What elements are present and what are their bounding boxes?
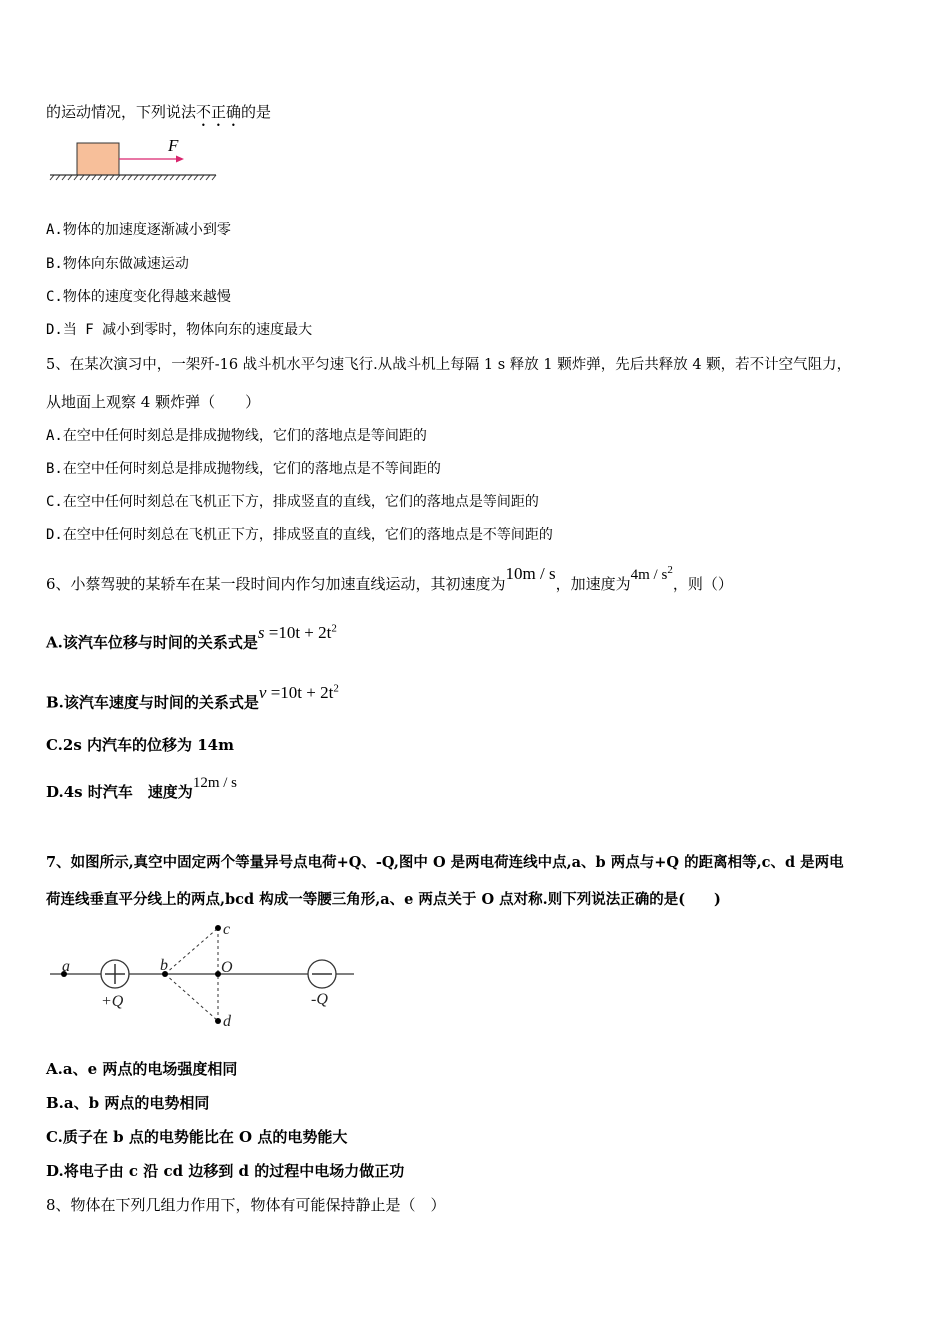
q7-option-b: B.a、b 两点的电势相同	[46, 1094, 210, 1112]
q5-option-d: D.在空中任何时刻总在飞机正下方，排成竖直的直线，它们的落地点是不等间距的	[46, 527, 553, 543]
q5-option-a: A.在空中任何时刻总是排成抛物线，它们的落地点是等间距的	[46, 428, 427, 444]
q6-acceleration: $4m / s^2$	[630, 564, 673, 583]
q4-figure	[46, 132, 226, 186]
point-c	[215, 925, 221, 931]
q4-stem-tail: 的运动情况，下列说法不正确的是	[46, 103, 272, 121]
label-a: a	[62, 958, 70, 975]
label-c: c	[223, 921, 231, 938]
q7-stem-line1: 7、如图所示,真空中固定两个等量异号点电荷+Q、-Q,图中 O 是两电荷连线中点,a、b 两点与+Q 的距离相等,c、d 是两电	[46, 854, 844, 871]
q8-stem: 8、物体在下列几组力作用下，物体有可能保持静止是（ ）	[46, 1196, 446, 1214]
q7-option-d: D.将电子由 c 沿 cd 边移到 d 的过程中电场力做正功	[46, 1162, 405, 1180]
q6-stem: 6、小蔡驾驶的某轿车在某一段时间内作匀加速直线运动，其初速度为10m / s，加速度为$4m / s^2$，则（）	[46, 564, 733, 593]
force-label: F	[168, 136, 179, 155]
q6-formula-b: $v =10t + 2t^2$	[258, 682, 339, 702]
block	[77, 143, 119, 175]
q6-option-a: A.该汽车位移与时间的关系式是$s =10t + 2t^2$	[46, 622, 337, 652]
force-arrow-head	[176, 156, 184, 163]
q5-stem-line2: 从地面上观察 4 颗炸弹（ ）	[46, 393, 261, 411]
label-o: O	[221, 959, 233, 976]
ground-hatch	[50, 175, 216, 180]
q4-option-a: A.物体的加速度逐渐减小到零	[46, 222, 231, 238]
q7-figure	[46, 918, 366, 1034]
negative-charge-icon	[308, 960, 336, 988]
q6-velocity-value: 12m / s	[192, 775, 237, 791]
bc-dashed	[165, 928, 218, 974]
bd-dashed	[165, 974, 218, 1021]
label-d: d	[223, 1013, 231, 1030]
q7-option-c: C.质子在 b 点的电势能比在 O 点的电势能大	[46, 1128, 348, 1146]
positive-charge-icon	[101, 960, 129, 988]
q7-option-a: A.a、e 两点的电场强度相同	[46, 1060, 238, 1078]
point-d	[215, 1018, 221, 1024]
q6-option-d: D.4s 时汽车 速度为12m / s	[46, 775, 237, 801]
q7-stem-line2: 荷连线垂直平分线上的两点,bcd 构成一等腰三角形,a、e 两点关于 O 点对称.则下列说法正确的是( )	[46, 891, 721, 908]
q5-option-c: C.在空中任何时刻总在飞机正下方，排成竖直的直线，它们的落地点是等间距的	[46, 494, 539, 510]
q4-option-b: B.物体向东做减速运动	[46, 256, 189, 272]
q6-formula-a: $s =10t + 2t^2$	[257, 622, 337, 642]
label-neg-q: -Q	[311, 991, 328, 1008]
emphasis-not-correct: 不正确	[196, 103, 242, 121]
q4-option-d: D.当 F 减小到零时，物体向东的速度最大	[46, 322, 313, 338]
q5-stem-line1: 5、在某次演习中，一架歼-16 战斗机水平匀速飞行.从战斗机上每隔 1 s 释放 1 颗炸弹，先后共释放 4 颗，若不计空气阻力，	[46, 357, 852, 373]
label-b: b	[160, 957, 168, 974]
q5-option-b: B.在空中任何时刻总是排成抛物线，它们的落地点是不等间距的	[46, 461, 441, 477]
q4-option-c: C.物体的速度变化得越来越慢	[46, 289, 231, 305]
label-pos-q: +Q	[101, 993, 124, 1010]
q6-option-c: C.2s 内汽车的位移为 14m	[46, 736, 234, 754]
q6-option-b: B.该汽车速度与时间的关系式是$v =10t + 2t^2$	[46, 682, 339, 712]
q6-initial-velocity: 10m / s	[505, 564, 556, 583]
